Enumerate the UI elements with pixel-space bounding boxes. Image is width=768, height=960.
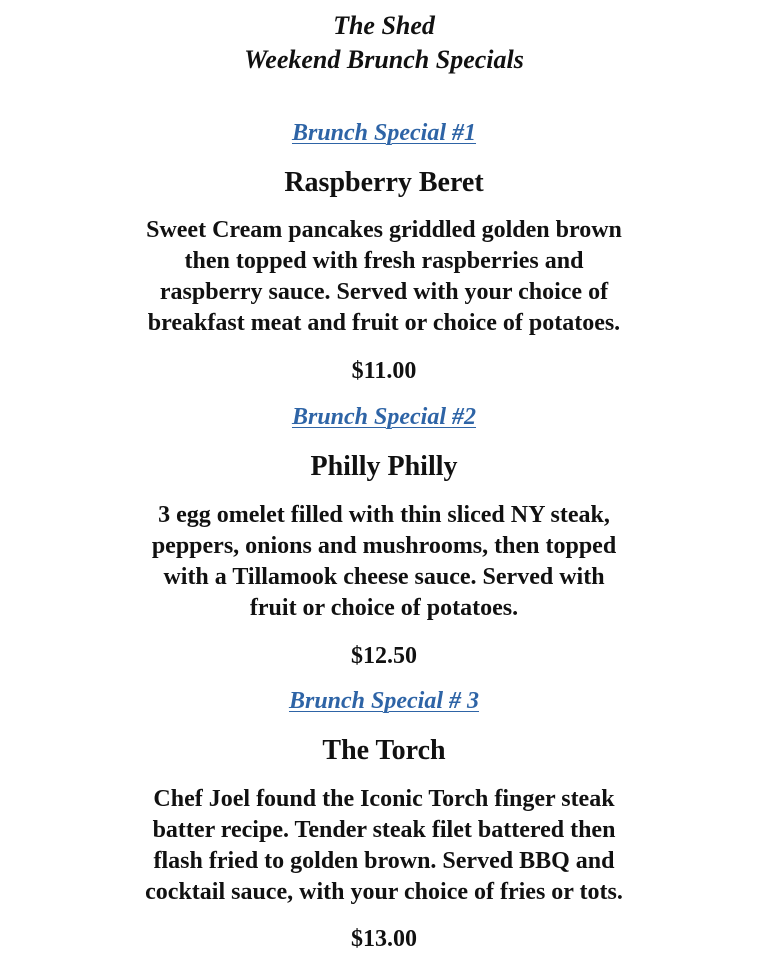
special-3-name: The Torch [322,735,446,766]
description-line: peppers, onions and mushrooms, then topped [151,533,617,559]
description-line: with a Tillamook cheese sauce. Served with [163,564,605,590]
description-line: raspberry sauce. Served with your choice of [159,279,609,305]
description-line: 3 egg omelet filled with thin sliced NY steak, [158,502,610,528]
description-line: Chef Joel found the Iconic Torch finger steak [153,786,615,812]
restaurant-name: The Shed [333,11,435,40]
special-1-description [0,215,768,339]
description-line: then topped with fresh raspberries and [184,248,584,274]
special-1-price: $11.00 [351,358,417,384]
special-3-price: $13.00 [351,926,417,952]
special-2-name: Philly Philly [310,451,458,482]
description-line: breakfast meat and fruit or choice of potatoes. [147,310,621,336]
special-3-label[interactable]: Brunch Special # 3 [288,688,480,714]
description-line: cocktail sauce, with your choice of fries or tots. [145,879,623,905]
special-3-description [0,784,768,908]
special-1-label[interactable]: Brunch Special #1 [291,120,477,146]
description-line: batter recipe. Tender steak filet battered then [152,817,616,843]
special-1-name: Raspberry Beret [284,167,484,198]
special-2-label[interactable]: Brunch Special #2 [291,404,477,430]
description-line: fruit or choice of potatoes. [249,595,519,621]
special-2-price: $12.50 [351,643,417,669]
menu-subtitle: Weekend Brunch Specials [244,45,524,74]
special-2-description [0,500,768,624]
description-line: Sweet Cream pancakes griddled golden brown [146,217,622,243]
description-line: flash fried to golden brown. Served BBQ and [153,848,615,874]
